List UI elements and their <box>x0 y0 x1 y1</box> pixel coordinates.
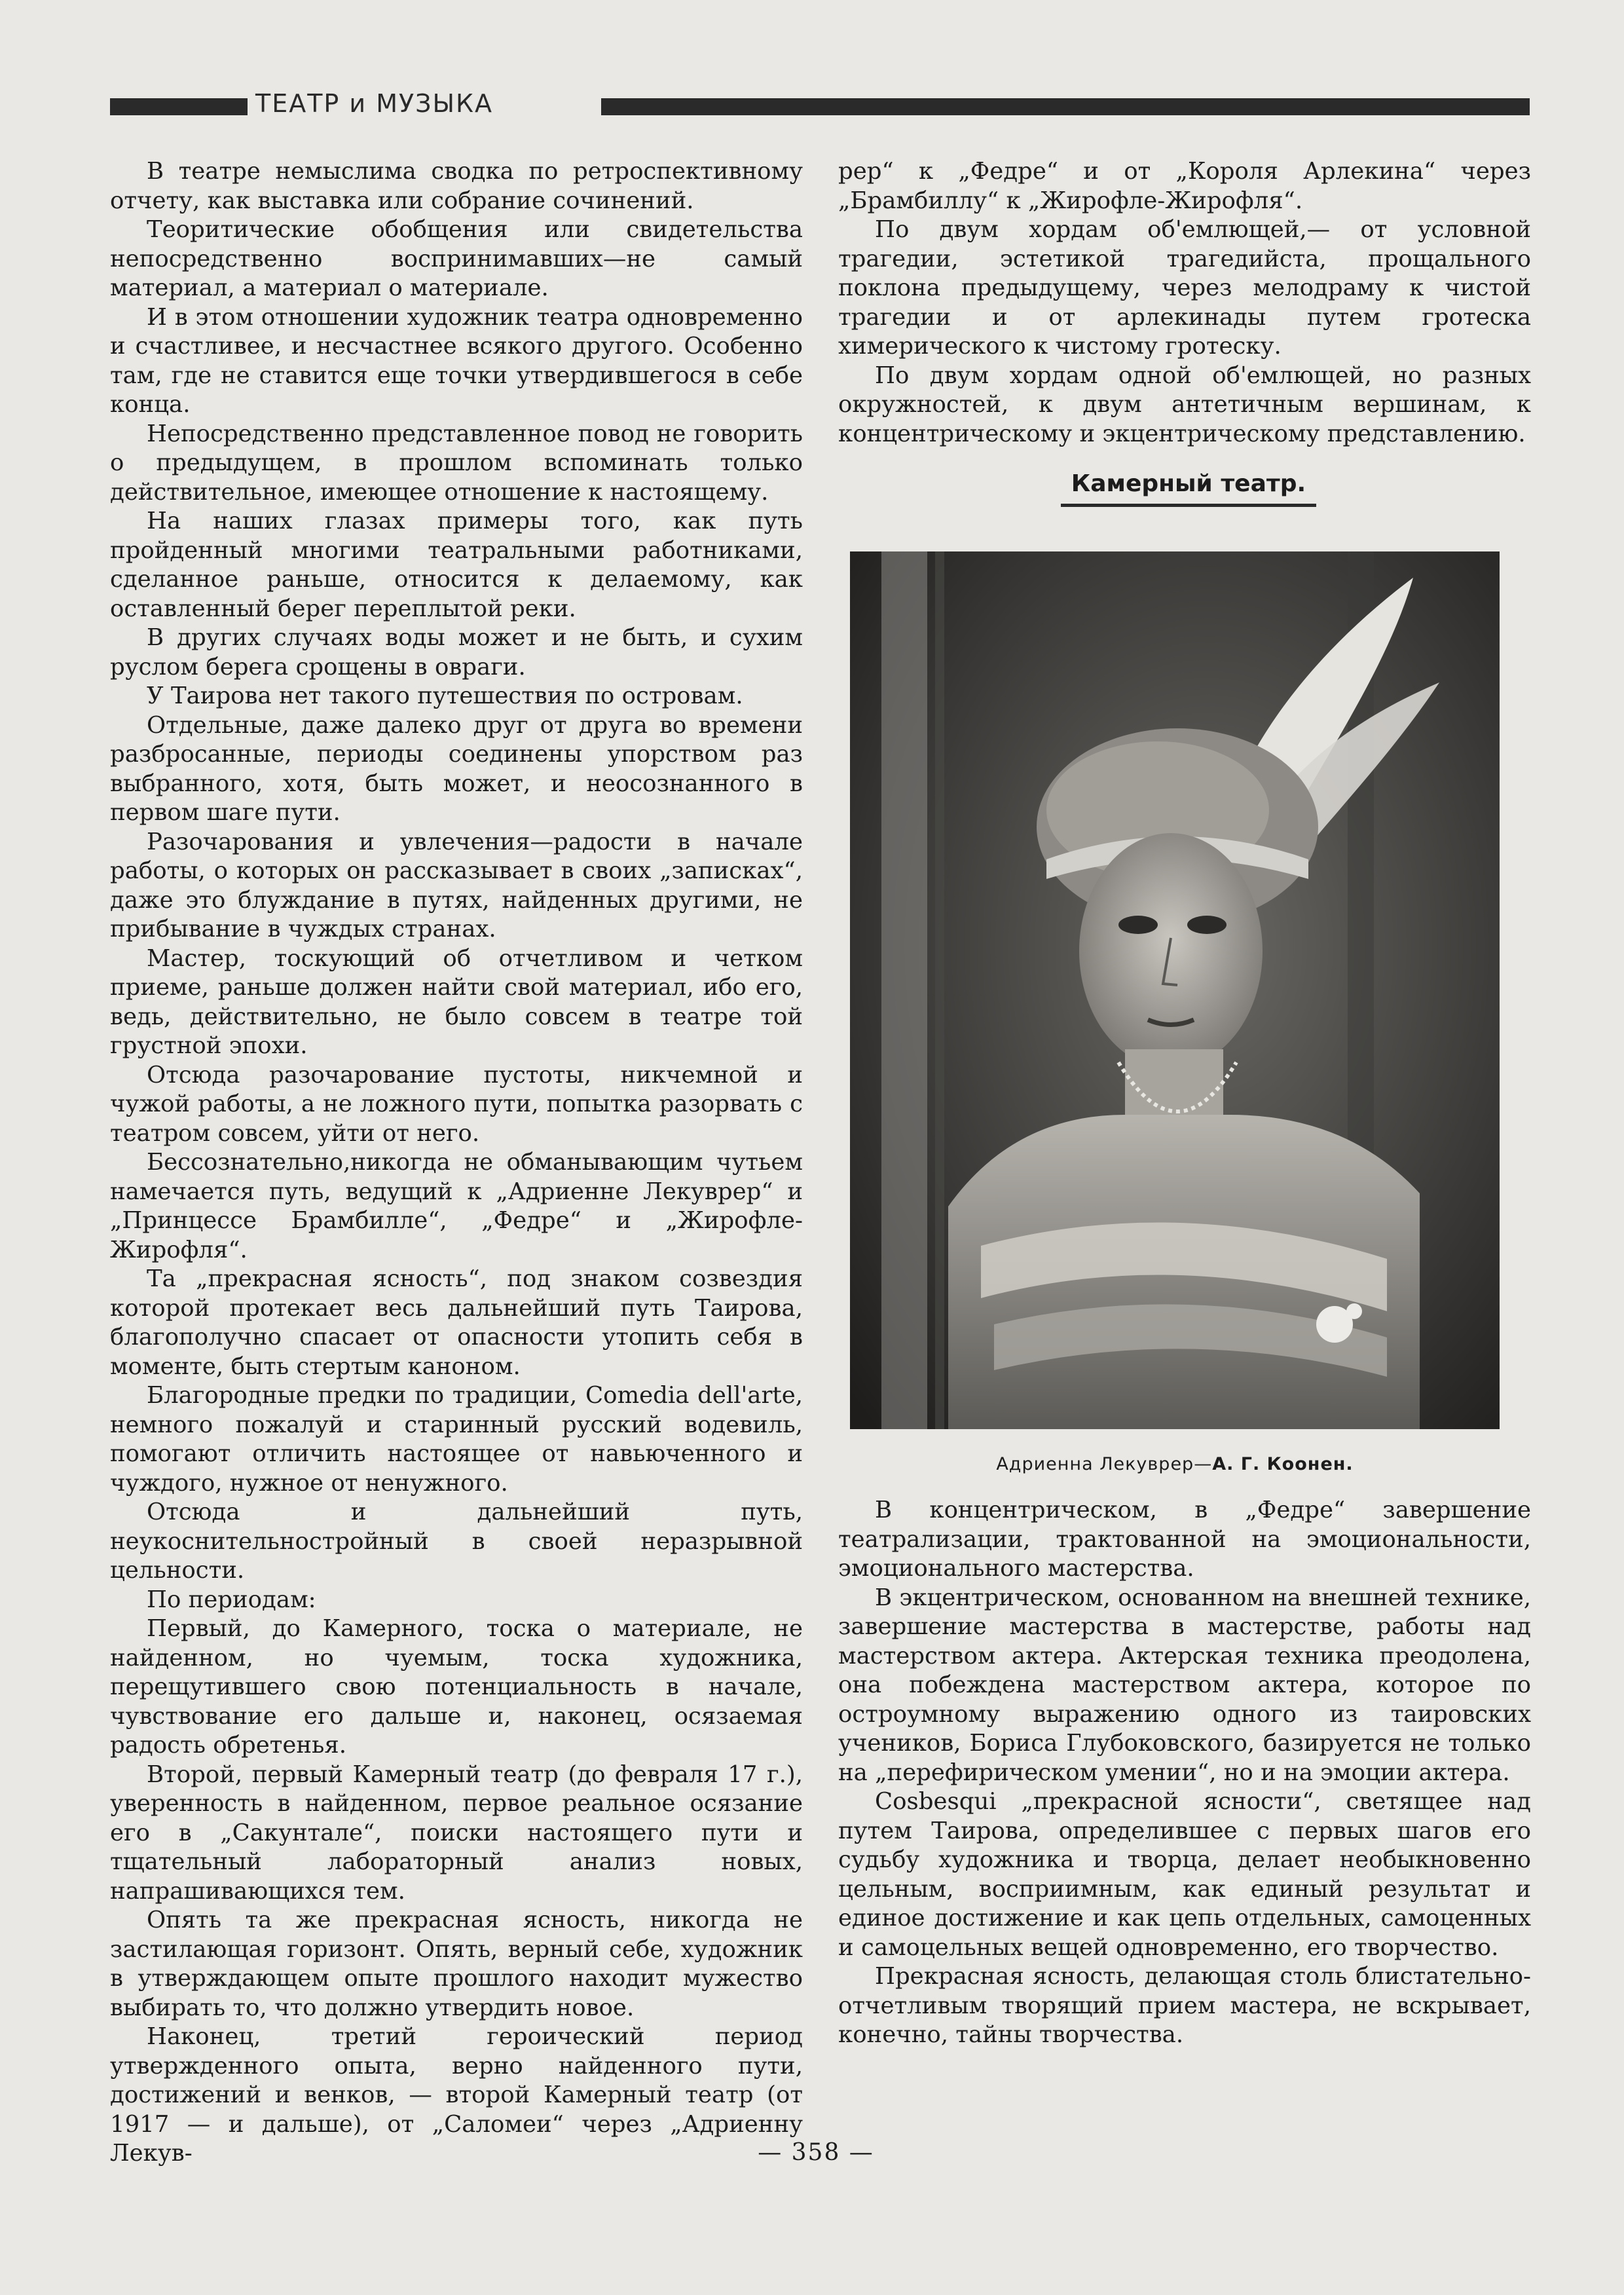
paragraph: Cosbesqui „прекрасной ясности“, светящее над путем Таирова, определившее с первых шагов его судьбу художника и творца, делает необыкновенно цельным, восприимным, как единый результат и единое достижение и как цепь отдельных, самоценных и самоцельных вещей одновременно, его творчество. <box>838 1788 1531 1961</box>
page-number: — 358 — <box>758 2139 874 2166</box>
right-column-bottom <box>838 1496 1531 2050</box>
paragraph: И в этом отношении художник театра одновременно и счастливее, и несчастнее всякого другого. Особенно там, где не ставится еще точки утвердившегося в себе конца. <box>110 303 803 418</box>
paragraph: Второй, первый Камерный театр (до февраля 17 г.), уверенность в найденном, первое реальное осязание его в „Сакунтале“, поиски настоящего пути и тщательный лабораторный анализ новых, напрашивающихся тем. <box>110 1761 803 1905</box>
caption-role: Адриенна Лекуврер— <box>996 1454 1213 1474</box>
section-title: ТЕАТР и МУЗЫКА <box>255 89 494 118</box>
paragraph: В экцентрическом, основанном на внешней технике, завершение мастерства в мастерстве, работы над мастерством актера. Актерская техника преодолена, она побеждена мастерством актера, которое по остроумному выражению одного из таировских учеников, Бориса Глубоковского, базируется не только на „перефирическом умении“, но и на эмоции актера. <box>838 1584 1531 1786</box>
paragraph: По двум хордам об'емлющей,— от условной трагедии, эстетикой трагедийста, прощального поклона предыдущему, через мелодраму к чистой трагедии и от арлекинады путем гротеска химерического к чистому гротеску. <box>838 216 1531 360</box>
paragraph: Отсюда и дальнейший путь, неукоснительностройный в своей неразрывной цельности. <box>110 1499 803 1584</box>
paragraph: В театре немыслима сводка по ретроспективному отчету, как выставка или собрание сочинений. <box>110 158 803 214</box>
paragraph: У Таирова нет такого путешествия по островам. <box>147 682 743 709</box>
paragraph: Отдельные, даже далеко друг от друга во времени разбросанные, периоды соединены упорством раз выбранного, хотя, быть может, и неосознанного в первом шаге пути. <box>110 711 803 826</box>
caption-actress: А. Г. Коонен. <box>1212 1454 1354 1474</box>
portrait-photo <box>850 551 1500 1429</box>
subheading: Камерный театр. <box>1061 470 1316 507</box>
paragraph: Та „прекрасная ясность“, под знаком созвездия которой протекает весь дальнейший путь Таирова, благополучно спасает от опасности утопить себя в моменте, быть стертым каноном. <box>110 1265 803 1380</box>
paragraph: По двум хордам одной об'емлющей, но разных окружностей, к двум антетичным вершинам, к концентрическому и экцентрическому представлению. <box>838 362 1531 447</box>
paragraph: Отсюда разочарование пустоты, никчемной и чужой работы, а не ложного пути, попытка разорвать с театром совсем, уйти от него. <box>110 1061 803 1147</box>
paragraph: В других случаях воды может и не быть, и сухим руслом берега срощены в овраги. <box>110 624 803 681</box>
paragraph: Прекрасная ясность, делающая столь блистательно-отчетливым творящий прием мастера, не вскрывает, конечно, тайны творчества. <box>838 1963 1531 2048</box>
right-column-top <box>838 157 1531 449</box>
paragraph: Теоритические обобщения или свидетельства непосредственно воспринимавших—не самый материал, а материал о материале. <box>110 216 803 301</box>
paragraph: В концентрическом, в „Федре“ завершение театрализации, трактованной на эмоциональности, эмоционального мастерства. <box>838 1497 1531 1582</box>
paragraph: Благородные предки по традиции, Comedia dell'arte, немного пожалуй и старинный русский водевиль, помогают отличить настоящее от навьюченного и чуждого, нужное от ненужного. <box>110 1382 803 1497</box>
left-column <box>110 157 803 2169</box>
paragraph: Наконец, третий героический период утвержденного опыта, верно найденного пути, достижений и венков, — второй Камерный театр (от 1917 — и дальше), от „Саломеи“ через „Адриенну Лекув- <box>110 2023 803 2167</box>
paragraph: По периодам: <box>147 1586 316 1613</box>
paragraph: Опять та же прекрасная ясность, никогда не застилающая горизонт. Опять, верный себе, художник в утверждающем опыте прошлого находит мужество выбирать то, что должно утвердить новое. <box>110 1907 803 2021</box>
portrait-illustration <box>850 551 1500 1429</box>
paragraph: Разочарования и увлечения—радости в начале работы, о которых он рассказывает в своих „записках“, даже это блуждание в путях, найденных другими, не прибывание в чуждых странах. <box>110 828 803 942</box>
paragraph-continuation: рер“ к „Федре“ и от „Короля Арлекина“ через „Брамбиллу“ к „Жирофле-Жирофля“. <box>838 158 1531 214</box>
page-header <box>110 89 1530 119</box>
paragraph: Мастер, тоскующий об отчетливом и четком приеме, раньше должен найти свой материал, ибо его, ведь, действительно, не было совсем в театре той грустной эпохи. <box>110 944 803 1059</box>
paragraph: Первый, до Камерного, тоска о материале, не найденном, но чуемым, тоска художника, перещутившего свою потенциальность в начале, чувствование его дальше и, наконец, осязаемая радость обретенья. <box>110 1615 803 1759</box>
photo-caption <box>850 1454 1500 1474</box>
paragraph: На наших глазах примеры того, как путь пройденный многими театральными работниками, сделанное раньше, относится к делаемому, как оставленный берег переплытой реки. <box>110 508 803 622</box>
header-rule-left <box>110 98 248 115</box>
paragraph: Непосредственно представленное повод не говорить о предыдущем, в прошлом вспоминать только действительное, имеющее отношение к настоящему. <box>110 420 803 506</box>
paragraph: Бессознательно,никогда не обманывающим чутьем намечается путь, ведущий к „Адриенне Лекуврер“ и „Принцессе Брамбилле“, „Федре“ и „Жирофле-Жирофля“. <box>110 1149 803 1263</box>
header-rule-right <box>601 98 1530 115</box>
